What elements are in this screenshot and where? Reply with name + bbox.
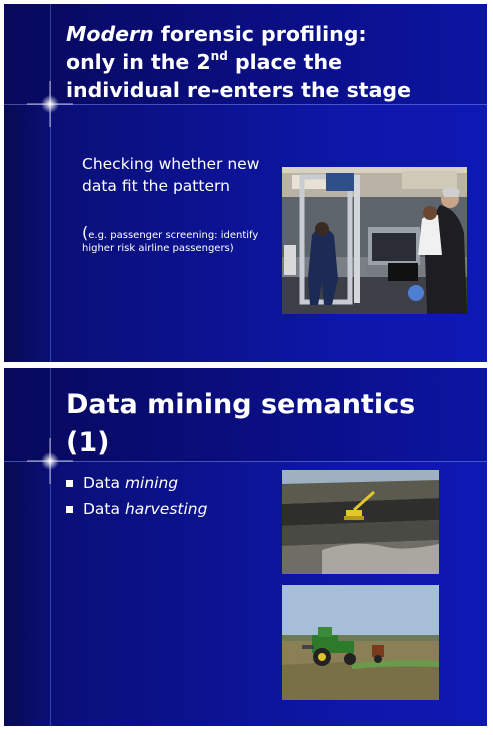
bullet-item (66, 473, 207, 499)
slide-title (66, 386, 466, 462)
bullet-item (66, 499, 207, 525)
vertical-rule (50, 368, 51, 726)
airport-security-photo (282, 167, 467, 314)
bullet-italic-text: harvesting (124, 500, 208, 518)
title-line2: (1) (66, 427, 110, 458)
slide-data-mining-semantics (4, 368, 487, 726)
vertical-rule (50, 4, 51, 362)
title-line1: Data mining semantics (66, 389, 416, 420)
slide-forensic-profiling (4, 4, 487, 362)
title-line3: individual re-enters the stage (66, 78, 411, 102)
tractor-harvesting-photo (282, 585, 439, 700)
body-example-text (82, 223, 267, 255)
bullet-text: Data (83, 500, 125, 518)
square-bullet-icon (66, 480, 73, 487)
slide-title (66, 20, 466, 104)
open-pit-mine-photo (282, 470, 439, 574)
title-italic-word: Modern (66, 22, 154, 46)
example-text: e.g. passenger screening: identify higher risk airline passengers) (82, 230, 259, 254)
title-line2: only in the 2 (66, 50, 211, 74)
bullet-italic-text: mining (124, 474, 179, 492)
title-line1: forensic profiling: (153, 22, 367, 46)
open-paren: ( (82, 223, 89, 242)
title-superscript: nd (210, 49, 228, 63)
title-line2-rest: place the (227, 50, 342, 74)
bullet-list (66, 473, 207, 525)
divider-line (4, 104, 487, 105)
body-main-text: Checking whether new data fit the pattern (82, 155, 260, 195)
bullet-text: Data (83, 474, 125, 492)
square-bullet-icon (66, 506, 73, 513)
